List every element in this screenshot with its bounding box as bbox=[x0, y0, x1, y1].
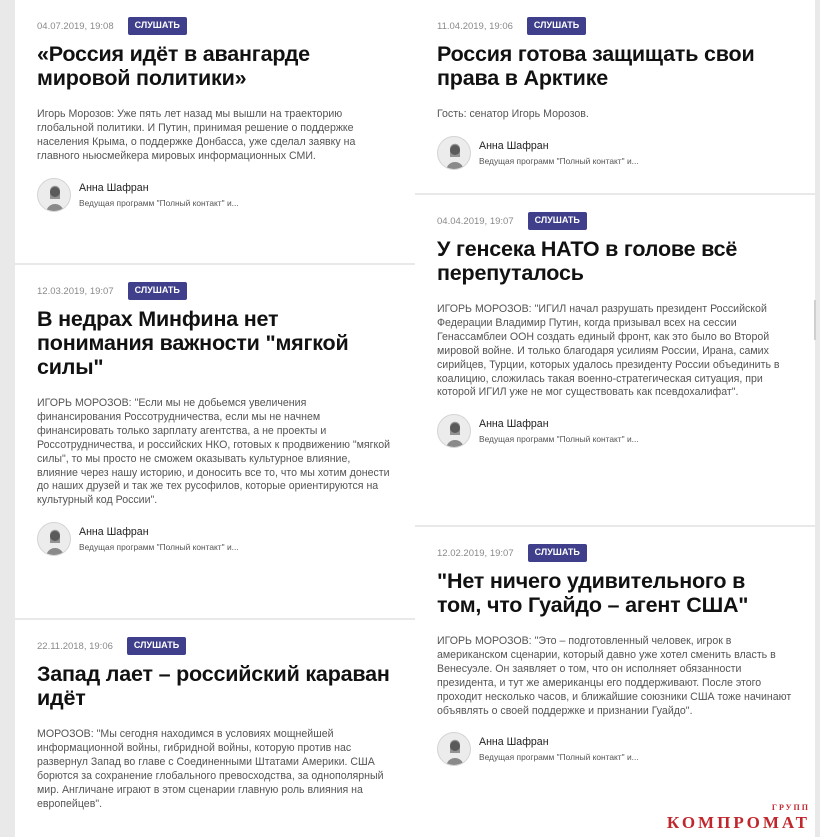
card-title[interactable]: "Нет ничего удивительного в том, что Гуайдо – агент США" bbox=[437, 569, 749, 617]
author-role: Ведущая программ "Полный контакт" и... bbox=[479, 752, 639, 763]
author-block[interactable] bbox=[437, 414, 793, 448]
author-name[interactable]: Анна Шафран bbox=[479, 418, 549, 431]
avatar bbox=[437, 136, 471, 170]
listen-button[interactable]: СЛУШАТЬ bbox=[528, 212, 587, 230]
card-meta bbox=[37, 636, 393, 656]
watermark-main: КОМПРОМАТ bbox=[666, 813, 810, 832]
news-card[interactable] bbox=[15, 620, 415, 837]
card-meta bbox=[37, 16, 393, 36]
author-role: Ведущая программ "Полный контакт" и... bbox=[479, 434, 639, 445]
card-title[interactable]: Запад лает – российский караван идёт bbox=[37, 662, 390, 710]
card-title[interactable]: В недрах Минфина нет понимания важности "мягкой силы" bbox=[37, 307, 349, 379]
card-lead: ИГОРЬ МОРОЗОВ: "Это – подготовленный человек, игрок в американском сценарии, который давно уже хотел сменить власть в Венесуэле. Он заявляет о том, что он исполняет обязанности президента, и тут же американцы его поддерживают. После этого проходит несколько часов, и ближайшие союзники США тоже начинают объявлять о своей поддержке и признании Гуайдо". bbox=[437, 635, 792, 717]
author-role: Ведущая программ "Полный контакт" и... bbox=[79, 197, 239, 208]
card-date: 22.11.2018, 19:06 bbox=[37, 640, 113, 652]
author-name[interactable]: Анна Шафран bbox=[79, 181, 149, 194]
author-role: Ведущая программ "Полный контакт" и... bbox=[479, 155, 639, 166]
author-block[interactable] bbox=[437, 732, 793, 766]
card-meta bbox=[437, 211, 793, 231]
card-date: 11.04.2019, 19:06 bbox=[437, 20, 513, 32]
author-block[interactable] bbox=[37, 522, 393, 556]
avatar bbox=[37, 178, 71, 212]
avatar bbox=[437, 414, 471, 448]
news-card[interactable] bbox=[15, 265, 415, 618]
author-block[interactable] bbox=[437, 136, 793, 170]
card-title[interactable]: Россия готова защищать свои права в Арктике bbox=[437, 42, 755, 90]
listen-button[interactable]: СЛУШАТЬ bbox=[128, 282, 187, 300]
card-title[interactable]: «Россия идёт в авангарде мировой политики» bbox=[37, 42, 310, 90]
card-date: 12.03.2019, 19:07 bbox=[37, 285, 114, 297]
author-name[interactable]: Анна Шафран bbox=[479, 736, 549, 749]
watermark-logo bbox=[666, 803, 810, 833]
card-meta bbox=[37, 281, 393, 301]
author-block[interactable] bbox=[37, 178, 393, 212]
author-role: Ведущая программ "Полный контакт" и... bbox=[79, 542, 239, 553]
listen-button[interactable]: СЛУШАТЬ bbox=[127, 637, 186, 655]
watermark-sup: ГРУПП bbox=[771, 803, 810, 812]
card-title[interactable]: У генсека НАТО в голове всё перепуталось bbox=[437, 237, 738, 285]
card-date: 12.02.2019, 19:07 bbox=[437, 547, 514, 559]
author-name[interactable]: Анна Шафран bbox=[479, 139, 549, 152]
card-lead: Гость: сенатор Игорь Морозов. bbox=[437, 108, 589, 120]
card-date: 04.07.2019, 19:08 bbox=[37, 20, 114, 32]
scroll-edge bbox=[814, 300, 816, 340]
card-meta bbox=[437, 543, 793, 563]
avatar bbox=[37, 522, 71, 556]
card-lead: ИГОРЬ МОРОЗОВ: "ИГИЛ начал разрушать президент Российской Федерации Владимир Путин, когда призывал всех на сессии Генассамблеи ООН создать единый фронт, как это было во Второй мировой войне. И только благодаря усилиям России, Ирана, самих сирийцев, Турции, которых удалось президенту России объединить в коалицию, сложилась такая военно-стратегическая ситуация, при которой ИГИЛ уже не мог существовать как псевдохалифат". bbox=[437, 303, 780, 399]
listen-button[interactable]: СЛУШАТЬ bbox=[528, 544, 587, 562]
author-name[interactable]: Анна Шафран bbox=[79, 526, 149, 539]
listen-button[interactable]: СЛУШАТЬ bbox=[527, 17, 586, 35]
news-card[interactable] bbox=[415, 0, 815, 193]
card-lead: Игорь Морозов: Уже пять лет назад мы вышли на траекторию глобальной политики. И Путин, принимая решение о поддержке населения Крыма, о поддержке Донбасса, уже сделал заявку на главного ньюсмейкера мировых информационных СМИ. bbox=[37, 108, 356, 162]
card-lead: МОРОЗОВ: "Мы сегодня находимся в условиях мощнейшей информационной войны, гибридной войны, которую против нас развернул Запад во главе с Соединенными Штатами Америки. США борются за сохранение глобального превосходства, за однополярный мир. Англичане играют в этом сценарии главную роль влияния на европейцев". bbox=[37, 728, 384, 810]
avatar bbox=[437, 732, 471, 766]
news-card[interactable] bbox=[415, 527, 815, 837]
card-lead: ИГОРЬ МОРОЗОВ: "Если мы не добьемся увеличения финансирования Россотрудничества, если мы не начнем финансировать только зарплату агентства, а не проекты и Россотрудничества, и российских НКО, готовых к продвижению "мягкой силы", то мы просто не сможем оказывать культурное влияние, влияние через нашу историю, и доносить все то, что мы хотим донести до наших друзей и так же тех русофилов, которые ориентируются на культурный код России". bbox=[37, 397, 391, 507]
card-meta bbox=[437, 16, 793, 36]
news-card[interactable] bbox=[415, 195, 815, 525]
card-date: 04.04.2019, 19:07 bbox=[437, 215, 514, 227]
news-card[interactable] bbox=[15, 0, 415, 263]
listen-button[interactable]: СЛУШАТЬ bbox=[128, 17, 187, 35]
